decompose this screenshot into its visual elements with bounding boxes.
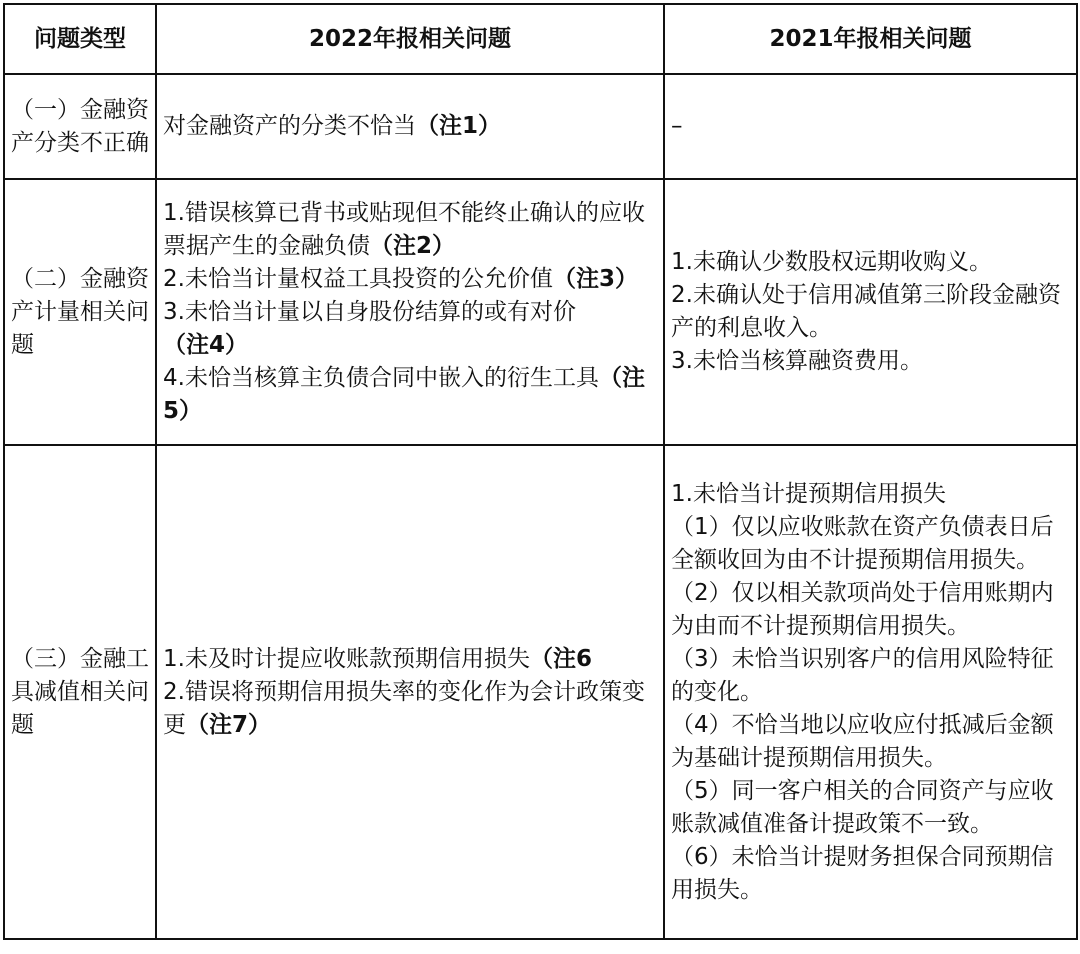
- row-2-2022-item-3: 3.未恰当计量以自身股份结算的或有对价（注4）: [163, 298, 576, 358]
- row-2-2022-item-2: 2.未恰当计量权益工具投资的公允价值（注3）: [163, 265, 638, 292]
- row-2-2021-item-1: 1.未确认少数股权远期收购义。: [671, 249, 992, 275]
- row-3-2022-item-1: 1.未及时计提应收账款预期信用损失（注6: [163, 645, 592, 672]
- row-3-2021-item-4: （3）未恰当识别客户的信用风险特征的变化。: [671, 645, 1054, 705]
- row-3-2021-item-3: （2）仅以相关款项尚处于信用账期内为由而不计提预期信用损失。: [671, 579, 1054, 639]
- row-1-2021-cell: –: [664, 74, 1077, 179]
- row-1-2022-cell: [156, 74, 664, 179]
- row-2-2021-item-2: 2.未确认处于信用减值第三阶段金融资产的利息收入。: [671, 282, 1061, 341]
- row-3-2021-item-5: （4）不恰当地以应收应付抵减后金额为基础计提预期信用损失。: [671, 711, 1054, 771]
- row-3-2021-item-1: 1.未恰当计提预期信用损失: [671, 480, 946, 507]
- row-3-2021-item-6: （5）同一客户相关的合同资产与应收账款减值准备计提政策不一致。: [671, 777, 1054, 837]
- row-1-type: （一）金融资产分类不正确: [4, 74, 156, 179]
- row-2-type: （二）金融资产计量相关问题: [4, 179, 156, 445]
- row-3-2021-item-7: （6）未恰当计提财务担保合同预期信用损失。: [671, 843, 1054, 903]
- header-2022-issues: 2022年报相关问题: [156, 4, 664, 74]
- row-3-2022-item-2: 2.错误将预期信用损失率的变化作为会计政策变更（注7）: [163, 678, 645, 738]
- issues-table: [3, 3, 1078, 940]
- row-3-2021-item-2: （1）仅以应收账款在资产负债表日后全额收回为由不计提预期信用损失。: [671, 513, 1054, 573]
- header-2021-issues: 2021年报相关问题: [664, 4, 1077, 74]
- table-row: [4, 179, 1077, 445]
- row-2-2022-item-4: 4.未恰当核算主负债合同中嵌入的衍生工具（注5）: [163, 364, 645, 424]
- header-issue-type: 问题类型: [4, 4, 156, 74]
- table-header-row: [4, 4, 1077, 74]
- row-3-2021-cell: [664, 445, 1077, 939]
- row-2-2022-item-1: 1.错误核算已背书或贴现但不能终止确认的应收票据产生的金融负债（注2）: [163, 199, 645, 259]
- row-3-2022-cell: [156, 445, 664, 939]
- table-row: [4, 445, 1077, 939]
- row-2-2021-item-3: 3.未恰当核算融资费用。: [671, 348, 923, 374]
- row-1-2022-item-1: 对金融资产的分类不恰当（注1）: [163, 113, 502, 139]
- row-2-2021-cell: [664, 179, 1077, 445]
- row-2-2022-cell: [156, 179, 664, 445]
- table-row: [4, 74, 1077, 179]
- row-3-type: （三）金融工具减值相关问题: [4, 445, 156, 939]
